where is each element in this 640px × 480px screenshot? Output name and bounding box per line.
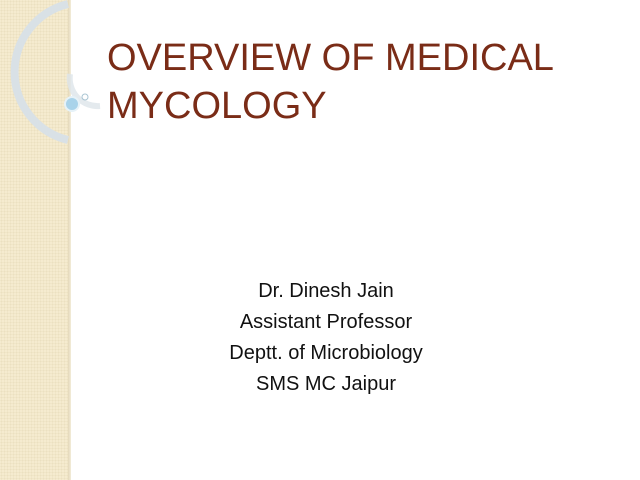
ring-arc-outer <box>15 4 68 140</box>
slide-title <box>107 34 607 130</box>
bullet-dot-icon <box>65 97 79 111</box>
author-institution: SMS MC Jaipur <box>255 373 397 395</box>
small-ring-icon <box>82 94 88 100</box>
author-name: Dr. Dinesh Jain <box>258 280 394 302</box>
author-position: Assistant Professor <box>239 311 413 333</box>
title-line-2: MYCOLOGY <box>107 85 327 127</box>
title-line-1: OVERVIEW OF MEDICAL <box>107 37 554 79</box>
slide-subtitle <box>150 276 502 400</box>
author-department: Deptt. of Microbiology <box>229 342 423 364</box>
ring-arc-decoration <box>0 0 120 200</box>
